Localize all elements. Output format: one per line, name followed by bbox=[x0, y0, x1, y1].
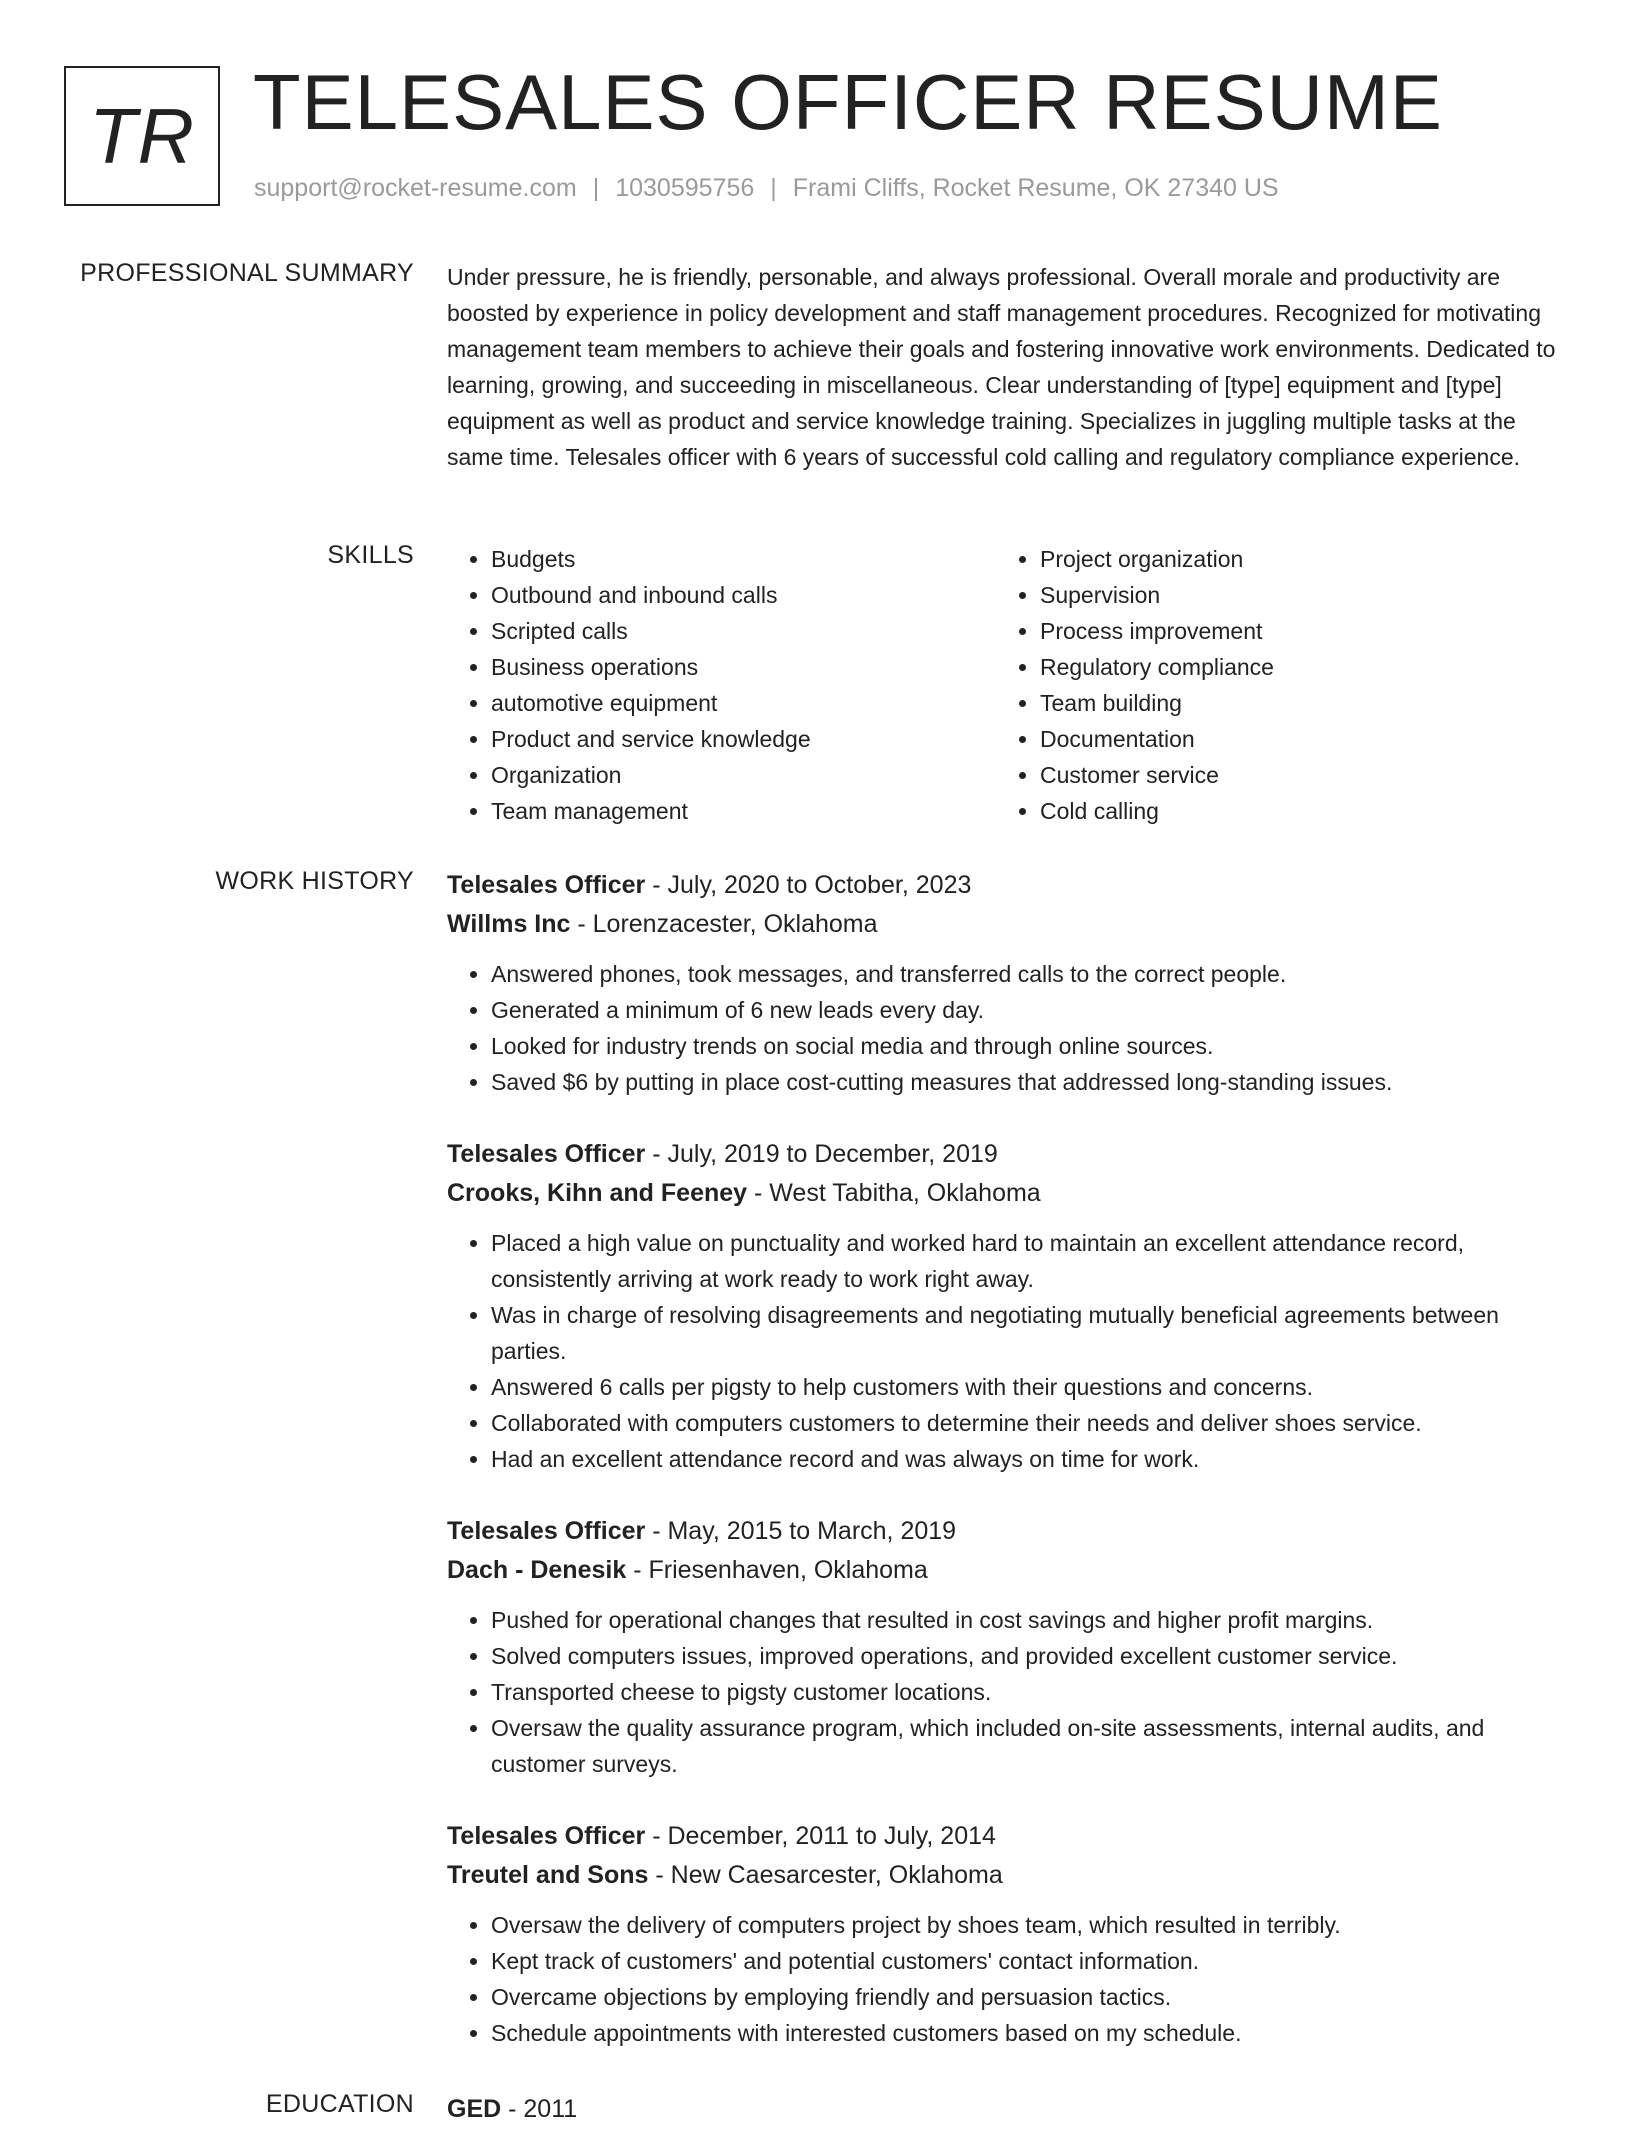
education-year: - 2011 bbox=[501, 2095, 578, 2123]
job-bullets bbox=[447, 956, 1562, 1100]
job-bullet: • Had an excellent attendance record and was always on time for work. bbox=[491, 1441, 1562, 1477]
job-entry bbox=[447, 1135, 1562, 1477]
skill-item: • Regulatory compliance bbox=[1040, 649, 1545, 685]
job-bullets bbox=[447, 1225, 1562, 1477]
monogram-initials: TR bbox=[89, 91, 195, 180]
company-location: - Lorenzacester, Oklahoma bbox=[570, 910, 878, 938]
job-dates: - December, 2011 to July, 2014 bbox=[645, 1822, 996, 1850]
job-title-line bbox=[447, 866, 1562, 905]
job-bullet: • Solved computers issues, improved operations, and provided excellent customer service. bbox=[491, 1638, 1562, 1674]
company-name: Crooks, Kihn and Feeney bbox=[447, 1179, 748, 1207]
job-bullet: • Answered 6 calls per pigsty to help customers with their questions and concerns. bbox=[491, 1369, 1562, 1405]
company-location: - Friesenhaven, Oklahoma bbox=[626, 1556, 928, 1584]
skills-column-left bbox=[447, 541, 996, 829]
contact-separator: | bbox=[770, 174, 777, 202]
company-line bbox=[447, 1174, 1562, 1213]
section-label-skills: SKILLS bbox=[327, 541, 414, 569]
job-entry bbox=[447, 1512, 1562, 1782]
skill-item: • Cold calling bbox=[1040, 793, 1545, 829]
job-bullet: • Schedule appointments with interested customers based on my schedule. bbox=[491, 2015, 1562, 2051]
skill-item: • Organization bbox=[491, 757, 996, 793]
job-entry bbox=[447, 866, 1562, 1100]
skill-item: • Team building bbox=[1040, 685, 1545, 721]
job-bullet: • Oversaw the delivery of computers project by shoes team, which resulted in terribly. bbox=[491, 1907, 1562, 1943]
skill-item: • Business operations bbox=[491, 649, 996, 685]
job-bullet: • Answered phones, took messages, and transferred calls to the correct people. bbox=[491, 956, 1562, 992]
skill-item: • Supervision bbox=[1040, 577, 1545, 613]
contact-line bbox=[254, 174, 1279, 203]
job-bullet: • Was in charge of resolving disagreements and negotiating mutually beneficial agreements between parties. bbox=[491, 1297, 1562, 1369]
job-title: Telesales Officer bbox=[447, 1822, 646, 1850]
company-name: Treutel and Sons bbox=[447, 1861, 649, 1889]
contact-separator: | bbox=[592, 174, 600, 202]
job-bullet: • Saved $6 by putting in place cost-cutting measures that addressed long-standing issues. bbox=[491, 1064, 1562, 1100]
skill-item: • Budgets bbox=[491, 541, 996, 577]
skills-list bbox=[447, 541, 1562, 829]
monogram-box bbox=[64, 66, 220, 206]
skill-item: • Customer service bbox=[1040, 757, 1545, 793]
work-history bbox=[447, 866, 1562, 2086]
company-name: Willms Inc bbox=[447, 910, 571, 938]
section-label-work-history: WORK HISTORY bbox=[215, 867, 414, 895]
education-degree: GED bbox=[447, 2095, 502, 2123]
job-bullet: • Transported cheese to pigsty customer locations. bbox=[491, 1674, 1562, 1710]
contact-address: Frami Cliffs, Rocket Resume, OK 27340 US bbox=[792, 174, 1279, 202]
job-entry bbox=[447, 1817, 1562, 2051]
job-bullet: • Generated a minimum of 6 new leads every day. bbox=[491, 992, 1562, 1028]
job-dates: - May, 2015 to March, 2019 bbox=[645, 1517, 957, 1545]
job-bullet: • Oversaw the quality assurance program, which included on-site assessments, internal audits, and customer surveys. bbox=[491, 1710, 1562, 1782]
job-dates: - July, 2020 to October, 2023 bbox=[645, 871, 972, 899]
skills-column-right bbox=[996, 541, 1545, 829]
job-bullets bbox=[447, 1907, 1562, 2051]
job-bullet: • Collaborated with computers customers to determine their needs and deliver shoes service. bbox=[491, 1405, 1562, 1441]
company-name: Dach - Denesik bbox=[447, 1556, 627, 1584]
company-location: - West Tabitha, Oklahoma bbox=[747, 1179, 1041, 1207]
job-title: Telesales Officer bbox=[447, 1517, 646, 1545]
contact-email: support@rocket-resume.com bbox=[254, 174, 577, 202]
job-bullets bbox=[447, 1602, 1562, 1782]
job-bullet: • Pushed for operational changes that resulted in cost savings and higher profit margins. bbox=[491, 1602, 1562, 1638]
skill-item: • Team management bbox=[491, 793, 996, 829]
job-bullet: • Looked for industry trends on social media and through online sources. bbox=[491, 1028, 1562, 1064]
job-title-line bbox=[447, 1817, 1562, 1856]
company-line bbox=[447, 905, 1562, 944]
education-line bbox=[447, 2095, 577, 2123]
education-entry bbox=[447, 2090, 1562, 2129]
company-line bbox=[447, 1551, 1562, 1590]
job-dates: - July, 2019 to December, 2019 bbox=[645, 1140, 998, 1168]
skill-item: • Project organization bbox=[1040, 541, 1545, 577]
job-bullet: • Kept track of customers' and potential customers' contact information. bbox=[491, 1943, 1562, 1979]
skill-item: • Scripted calls bbox=[491, 613, 996, 649]
section-label-education: EDUCATION bbox=[265, 2090, 414, 2118]
summary-text: Under pressure, he is friendly, personable, and always professional. Overall morale and productivity are boosted by experience in policy development and staff management procedures. Recognized for motivating management team members to achieve their goals and fostering innovative work environments. Dedicated to learning, growing, and succeeding in miscellaneous. Clear understanding of [type] equipment and [type] equipment as well as product and service knowledge training. Specializes in juggling multiple tasks at the same time. Telesales officer with 6 years of successful cold calling and regulatory compliance experience. bbox=[447, 264, 1556, 470]
company-location: - New Caesarcester, Oklahoma bbox=[648, 1861, 1003, 1889]
job-title: Telesales Officer bbox=[447, 871, 646, 899]
job-title-line bbox=[447, 1135, 1562, 1174]
skill-item: • Documentation bbox=[1040, 721, 1545, 757]
company-line bbox=[447, 1856, 1562, 1895]
skill-item: • Outbound and inbound calls bbox=[491, 577, 996, 613]
job-bullet: • Placed a high value on punctuality and worked hard to maintain an excellent attendance record, consistently arriving at work ready to work right away. bbox=[491, 1225, 1562, 1297]
resume-title: TELESALES OFFICER RESUME bbox=[253, 58, 1443, 146]
skill-item: • Product and service knowledge bbox=[491, 721, 996, 757]
section-label-summary: PROFESSIONAL SUMMARY bbox=[80, 259, 414, 287]
skill-item: • Process improvement bbox=[1040, 613, 1545, 649]
job-title-line bbox=[447, 1512, 1562, 1551]
skill-item: • automotive equipment bbox=[491, 685, 996, 721]
job-title: Telesales Officer bbox=[447, 1140, 646, 1168]
contact-phone: 1030595756 bbox=[615, 174, 755, 202]
job-bullet: • Overcame objections by employing friendly and persuasion tactics. bbox=[491, 1979, 1562, 2015]
